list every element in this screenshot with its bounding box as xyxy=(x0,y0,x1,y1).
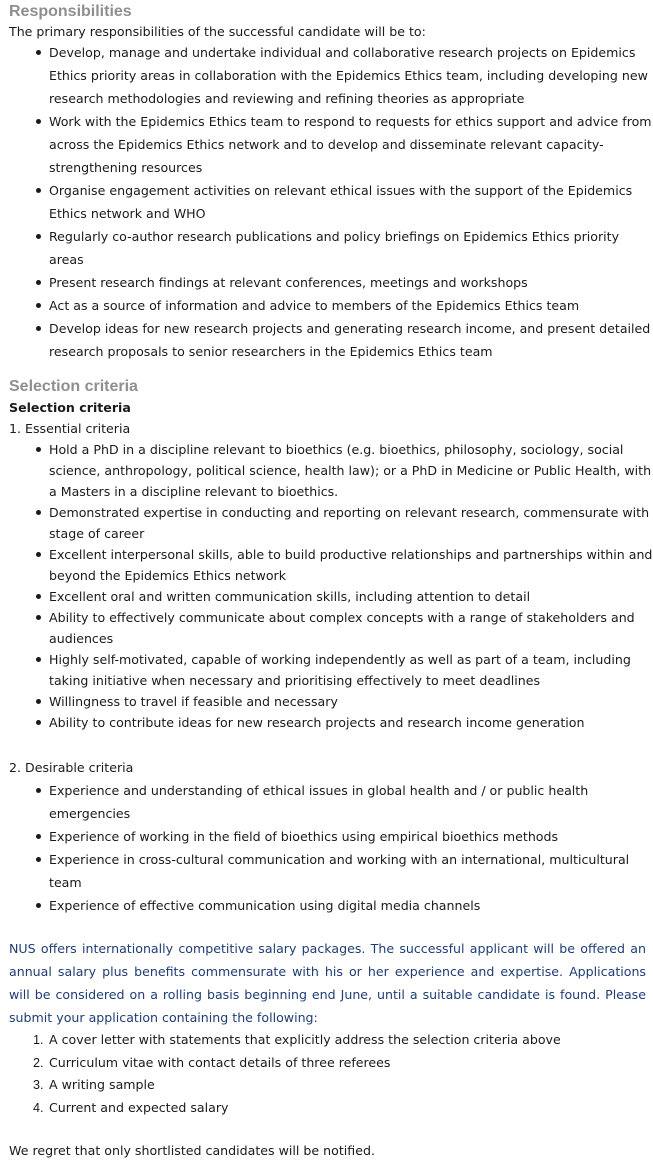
essential-criteria-list xyxy=(9,439,653,733)
list-item: Develop, manage and undertake individual and collaborative research projects on Epidemics Ethics priority areas in collaboration with the Epidemics Ethics team, including developing new research methodologies and reviewing and refining theories as appropriate xyxy=(49,41,653,110)
list-item: Excellent interpersonal skills, able to build productive relationships and partnerships within and beyond the Epidemics Ethics network xyxy=(49,544,653,586)
spacer xyxy=(9,1119,653,1139)
closing-note: We regret that only shortlisted candidates will be notified. xyxy=(9,1143,375,1158)
spacer xyxy=(9,733,653,756)
list-item: 4. Current and expected salary xyxy=(33,1099,229,1115)
list-item: Hold a PhD in a discipline relevant to bioethics (e.g. bioethics, philosophy, sociology, social science, anthropology, political science, health law); or a PhD in Medicine or Public Health, with a Masters in a discipline relevant to bioethics. xyxy=(49,439,653,502)
desirable-criteria-label: 2. Desirable criteria xyxy=(9,760,134,775)
list-item: Ability to effectively communicate about complex concepts with a range of stakeholders and audiences xyxy=(49,607,653,649)
list-item: Experience in cross-cultural communication and working with an international, multicultural team xyxy=(49,848,653,894)
list-item: Regularly co-author research publications and policy briefings on Epidemics Ethics priority areas xyxy=(49,225,653,271)
application-list xyxy=(9,1029,653,1119)
list-item: Willingness to travel if feasible and necessary xyxy=(49,691,653,712)
list-item: Work with the Epidemics Ethics team to respond to requests for ethics support and advice from across the Epidemics Ethics network and to develop and disseminate relevant capacity-strengthening resources xyxy=(49,110,653,179)
essential-criteria-label: 1. Essential criteria xyxy=(9,421,131,436)
list-item: Organise engagement activities on relevant ethical issues with the support of the Epidemics Ethics network and WHO xyxy=(49,179,653,225)
spacer xyxy=(9,363,653,377)
list-item: Experience of effective communication using digital media channels xyxy=(49,894,653,917)
list-item: Act as a source of information and advice to members of the Epidemics Ethics team xyxy=(49,294,653,317)
selection-heading: Selection criteria xyxy=(9,378,138,395)
selection-subheading: Selection criteria xyxy=(9,400,131,415)
responsibilities-heading: Responsibilities xyxy=(9,3,132,20)
application-paragraph: NUS offers internationally competitive salary packages. The successful applicant will be offered an annual salary plus benefits commensurate with his or her experience and expertise. Applications will be considered on a rolling basis beginning end June, until a suitable candidate is found. Please submit your application containing the following: xyxy=(9,941,646,1025)
list-item: Present research findings at relevant conferences, meetings and workshops xyxy=(49,271,653,294)
list-item: Excellent oral and written communication skills, including attention to detail xyxy=(49,586,653,607)
responsibilities-list xyxy=(9,41,653,363)
list-item: Highly self-motivated, capable of working independently as well as part of a team, including taking initiative when necessary and prioritising effectively to meet deadlines xyxy=(49,649,653,691)
desirable-criteria-list xyxy=(9,779,653,917)
spacer xyxy=(9,917,653,937)
list-item: 2. Curriculum vitae with contact details of three referees xyxy=(33,1054,391,1070)
list-item: Experience and understanding of ethical issues in global health and / or public health emergencies xyxy=(49,779,653,825)
list-item: 1. A cover letter with statements that explicitly address the selection criteria above xyxy=(33,1032,561,1047)
responsibilities-intro: The primary responsibilities of the successful candidate will be to: xyxy=(9,24,426,39)
list-item: Demonstrated expertise in conducting and reporting on relevant research, commensurate with stage of career xyxy=(49,502,653,544)
list-item: Ability to contribute ideas for new research projects and research income generation xyxy=(49,712,653,733)
list-item: 3. A writing sample xyxy=(33,1077,155,1092)
list-item: Experience of working in the field of bioethics using empirical bioethics methods xyxy=(49,825,653,848)
list-item: Develop ideas for new research projects and generating research income, and present detailed research proposals to senior researchers in the Epidemics Ethics team xyxy=(49,317,653,363)
